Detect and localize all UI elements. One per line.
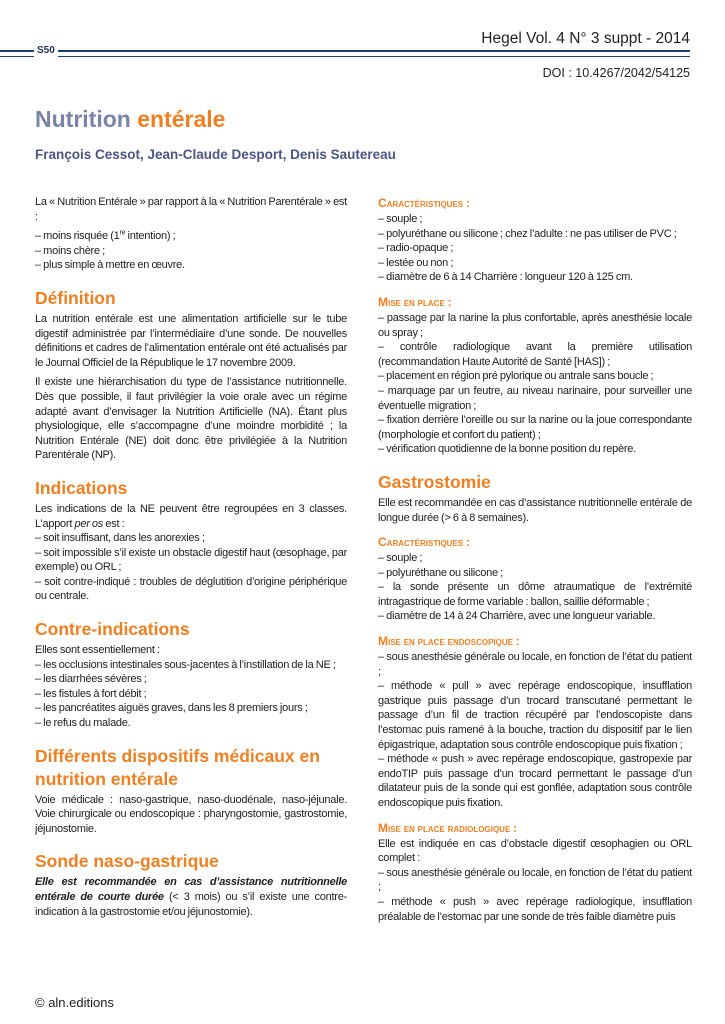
text-segment: – soit insuffisant, dans les anorexies ; [35,532,205,545]
text-segment: – méthode « pull » avec repérage endoscopique, insufflation gastrique puis passage d’un trocard transcutané permettant le passage d’un fil de traction récupéré par l’endoscopiste dans l’estomac puis ramené à la bouche, traction du dispositif par le lien épigastrique, adaptation sous contrôle endoscopique puis fixation ; [378,680,692,751]
list-item [378,340,692,369]
text-segment: – lestée ou non ; [378,256,454,269]
text-segment: – fixation derrière l’oreille ou sur la narine ou la joue correspondante (morphologie et confort du patient) ; [378,414,692,441]
paragraph [35,312,347,370]
paragraph [35,875,347,919]
list-item [35,258,347,273]
paragraph [35,793,347,837]
text-segment: – moins chère ; [35,244,105,257]
text-segment: Mise en place radiologique : [378,820,518,835]
footer-copyright: © aln.editions [35,995,114,1010]
doi: DOI : 10.4267/2042/54125 [542,66,690,80]
text-segment: La « Nutrition Entérale » par rapport à la « Nutrition Parentérale » est : [35,196,347,223]
text-segment: – souple ; [378,552,423,565]
subsection-heading [378,195,692,211]
text-segment: – soit impossible s’il existe un obstacle digestif haut (œsophage, par exemple) ou ORL ; [35,546,347,574]
left-column [35,195,347,924]
authors: François Cessot, Jean-Claude Desport, Denis Sautereau [35,147,396,162]
text-segment: per os [74,517,104,530]
list-item [378,311,692,340]
list-item [35,229,347,244]
text-segment: (< 3 mois) ou s’il existe une contre-indication à la gastrostomie et/ou jéjunostomie). [35,891,347,918]
text-segment: Il existe une hiérarchisation du type de l’assistance nutritionnelle. Dès que possible, il faut privilégier la voie orale avec un régime adapté avant d’envisager la Nutrition Artificielle (NA). Étant plus physiologique, elle s’accompagne d’une moindre morbidité ; la Nutrition Entérale (NE) doit donc être privilégiée à la Nutrition Parentérale (NP). [35,376,347,462]
list-item [378,241,692,256]
subsection-heading [378,820,692,836]
list-item [378,270,692,285]
text-segment: – les diarrhées sévères ; [35,673,147,686]
subsection-heading [378,534,692,550]
list-item [378,650,692,679]
list-item [378,442,692,457]
text-segment: Elles sont essentiellement : [35,644,160,657]
list-item [378,384,692,413]
text-segment: – vérification quotidienne de la bonne position du repère. [378,443,636,456]
text-segment: Différents dispositifs médicaux en nutrition entérale [35,745,320,789]
list-item [35,716,347,731]
text-segment: – contrôle radiologique avant la première utilisation (recommandation Haute Autorité de Santé [HAS]) ; [378,341,692,368]
paragraph [35,375,347,463]
text-segment: – sous anesthésie générale ou locale, en fonction de l’état du patient ; [378,651,692,678]
text-segment: – méthode « push » avec repérage endoscopique, gastropexie par endoTIP puis passage d’un trocard permettant le passage d’un dilatateur puis de la sonde qui est gonflée, adaptation sous contrôle endoscopique puis fixation. [378,753,692,809]
list-item [35,502,347,531]
text-segment: – méthode « push » avec repérage radiologique, insufflation préalable de l’estomac par une sonde de très faible diamètre puis [378,895,692,923]
text-segment: Sonde naso-gastrique [35,851,219,872]
list-item [378,413,692,442]
list-item [378,551,692,566]
section-heading [35,850,347,873]
header-rule [0,50,690,57]
list-item [378,895,692,924]
text-segment: – placement en région pré pylorique ou antrale sans boucle ; [378,370,654,383]
text-segment: – plus simple à mettre en œuvre. [35,259,185,272]
text-segment: – les pancréatites aiguës graves, dans les 8 premiers jours ; [35,702,308,715]
text-segment: Contre-indications [35,619,190,640]
title-part-2: entérale [137,106,226,132]
text-segment: – la sonde présente un dôme atraumatique de l’extrémité intragastrique de forme variable : ballon, saillie déformable ; [378,581,692,608]
text-segment: – souple ; [378,213,423,225]
list-item [378,837,692,866]
list-item [35,672,347,687]
text-segment: Mise en place endoscopique : [378,634,520,649]
section-heading [35,745,347,791]
list-item [378,256,692,271]
text-segment: Caractéristiques : [378,535,470,550]
text-segment: – marquage par un feutre, au niveau narinaire, pour surveiller une éventuelle migration ; [378,384,692,412]
paragraph [35,195,347,224]
list-item [378,609,692,624]
list-item [378,369,692,384]
text-segment: Indications [35,477,128,498]
section-heading [35,287,347,310]
text-segment: – radio-opaque ; [378,242,454,255]
section-heading [35,477,347,500]
text-segment: Voie médicale : naso-gastrique, naso-duodénale, naso-jéjunale. Voie chirurgicale ou endoscopique : pharyngostomie, gastrostomie, jéjunostomie. [35,793,347,835]
list-item [378,212,692,227]
text-segment: – les fistules à fort débit ; [35,687,147,700]
list-item [378,580,692,609]
subsection-heading [378,633,692,649]
subsection-heading [378,294,692,310]
text-segment: La nutrition entérale est une alimentation artificielle sur le tube digestif administrée par l’intermédiaire d’une sonde. De nouvelles définitions et cadres de l’alimentation entérale ont été actualisés par le Journal Officiel de la République le 17 novembre 2009. [35,312,347,369]
list-item [35,658,347,673]
text-segment: intention) ; [125,230,176,243]
text-segment: – les occlusions intestinales sous-jacentes à l’instillation de la NE ; [35,658,336,671]
list-item [35,531,347,546]
list-item [35,546,347,575]
paragraph [378,496,692,525]
text-segment: Définition [35,287,116,308]
text-segment: Caractéristiques : [378,196,470,210]
text-segment: – diamètre de 6 à 14 Charrière : longueur 120 à 125 cm. [378,271,633,284]
text-segment: – sous anesthésie générale ou locale, en fonction de l’état du patient ; [378,866,692,894]
text-segment: Elle est recommandée en cas d’assistance nutritionnelle entérale de courte durée [35,876,347,903]
text-segment: – moins risquée (1 [35,230,120,243]
list-item [35,643,347,658]
text-segment: Elle est recommandée en cas d’assistance nutritionnelle entérale de longue durée (> 6 à 8 semaines). [378,496,692,524]
list-item [378,566,692,581]
text-segment: Les indications de la NE peuvent être regroupées en 3 classes. L’apport [35,502,347,530]
text-segment: – soit contre-indiqué : troubles de déglutition d’origine périphérique ou centrale. [35,575,347,603]
text-segment: – le refus du malade. [35,717,131,730]
section-heading [378,471,692,494]
text-segment: Mise en place : [378,294,452,309]
text-segment: – polyuréthane ou silicone ; chez l’adulte : ne pas utiliser de PVC ; [378,227,677,240]
list-item [35,575,347,604]
list-item [35,701,347,716]
list-item [378,866,692,895]
text-segment: – passage par la narine la plus confortable, après anesthésie locale ou spray ; [378,311,692,339]
section-heading [35,618,347,641]
list-item [35,687,347,702]
title-part-1: Nutrition [35,106,131,132]
text-segment: Gastrostomie [378,471,491,492]
article-title [35,106,225,133]
text-segment: – polyuréthane ou silicone ; [378,566,503,579]
text-segment: Elle est indiquée en cas d’obstacle digestif œsophagien ou ORL complet : [378,837,692,865]
list-item [378,679,692,752]
text-segment: est : [103,517,125,530]
list-item [35,244,347,259]
right-column [378,195,692,924]
text-segment: re [119,229,126,237]
text-segment: – diamètre de 14 à 24 Charrière, avec une longueur variable. [378,610,656,623]
journal-header: Hegel Vol. 4 N° 3 suppt - 2014 [481,30,690,47]
list-item [378,227,692,242]
list-item [378,752,692,810]
page-number: S50 [34,45,58,57]
